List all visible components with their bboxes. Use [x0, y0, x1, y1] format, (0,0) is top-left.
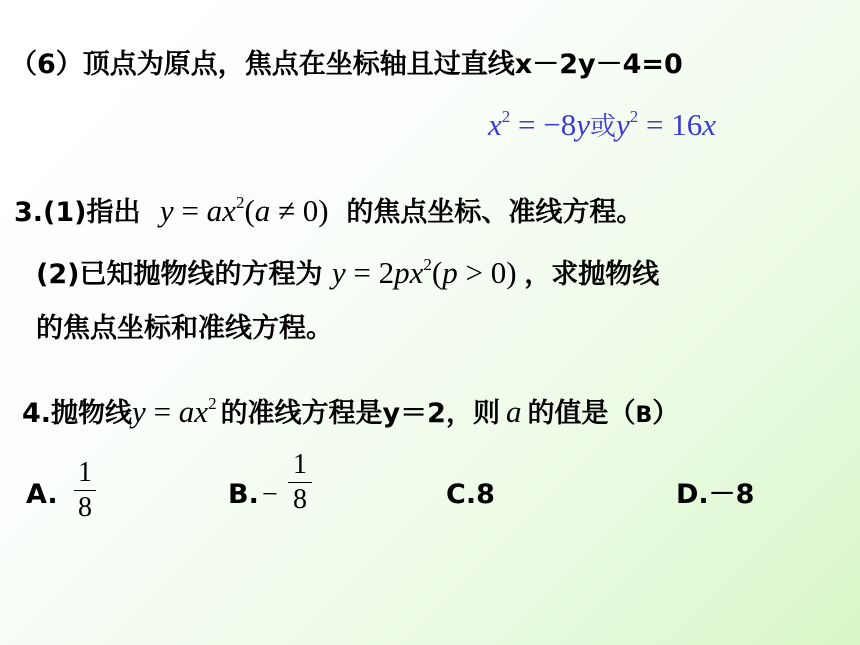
- option-b-sign: −: [262, 479, 278, 510]
- item4-a-symbol: a: [505, 394, 522, 429]
- option-c: C.8: [446, 479, 495, 510]
- item3-part1-formula: $y = ax^2(a \ne 0)$: [159, 193, 329, 228]
- item3-part2-formula: $y = 2px^2(p > 0)$: [331, 255, 517, 290]
- item4-label: 4.抛物线: [22, 398, 133, 429]
- item4-answer: B: [635, 403, 653, 428]
- item3-part1-suffix: 的焦点坐标、准线方程。: [346, 197, 644, 228]
- option-b-label: B.: [228, 479, 259, 510]
- item4-question: [22, 395, 679, 433]
- item6-answer-formula: $x^2 = -8y$或$y^2 = 16x$: [488, 107, 717, 142]
- option-a-label: A.: [26, 479, 58, 510]
- item3-part2-label: (2)已知抛物线的方程为: [36, 259, 323, 290]
- item3-part2-line2: 的焦点坐标和准线方程。: [36, 313, 333, 344]
- item6-statement: （6）顶点为原点，焦点在坐标轴且过直线x－2y－4=0: [10, 49, 683, 80]
- item3-part1-label: 3.(1)指出: [14, 197, 141, 228]
- option-b-fraction: 1 8: [288, 450, 312, 515]
- item3-part2-suffix: ，求抛物线: [524, 259, 660, 290]
- option-a-fraction: 1 8: [74, 458, 96, 523]
- item4-suffix: 的值是（: [527, 398, 636, 429]
- item3-part1: [14, 194, 643, 230]
- item4-formula: $y = ax^2$: [132, 394, 217, 429]
- item4-mid-text: 的准线方程是y＝2，则: [220, 398, 500, 429]
- option-d: D.－8: [676, 479, 755, 510]
- item4-close-paren: ）: [652, 398, 680, 429]
- item3-part2: [36, 256, 659, 292]
